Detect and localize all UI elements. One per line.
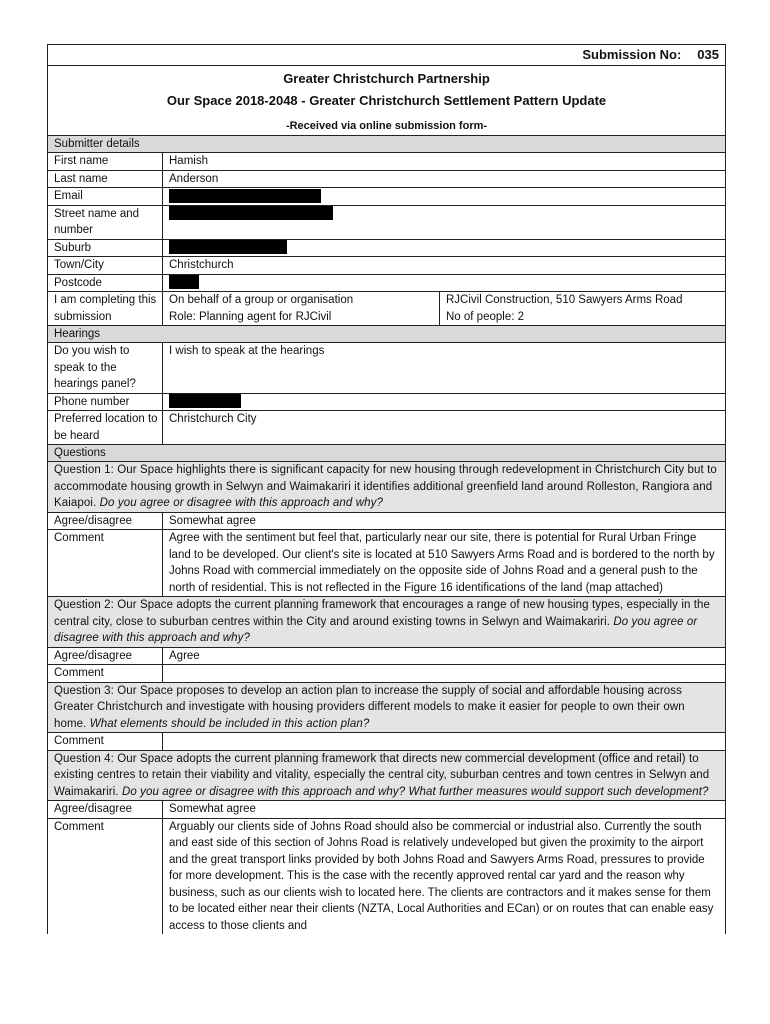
q4-agree-row [48,801,725,819]
last-name-label: Last name [48,171,163,188]
speak-value: I wish to speak at the hearings [169,345,325,357]
redaction-box [169,275,199,289]
completing-line-2: Role: Planning agent for RJCivil [169,310,332,323]
redaction-box [169,189,321,203]
first-name-value: Hamish [169,155,208,167]
location-value: Christchurch City [169,413,257,425]
q2-agree-value: Agree [169,649,200,662]
submission-number-label: Submission No: [582,47,682,62]
town-row [48,257,725,275]
speak-label: Do you wish to speak to the hearings panel? [48,343,163,393]
question-2 [48,597,725,648]
speak-row [48,343,725,394]
question-4-ask: Do you agree or disagree with this approach and why? What further measures would support such development? [121,785,709,798]
email-value [163,188,725,205]
phone-label: Phone number [48,394,163,411]
submission-number-bar [48,45,725,66]
last-name-value: Anderson [169,172,219,185]
email-label: Email [48,188,163,205]
q4-comment-row [48,819,725,935]
town-label: Town/City [48,257,163,274]
location-row [48,411,725,445]
suburb-value [163,240,725,257]
email-row [48,188,725,206]
phone-value [163,394,725,411]
completing-on-behalf [163,292,440,325]
q3-comment-row [48,733,725,751]
question-4-text: Question 4: Our Space adopts the current planning framework that directs new commercial development (office and retail) to existing centres to retain their viability and vitality, especially the central city, suburban centres and town centres in Selwyn and Waimakariri. [54,752,710,798]
question-2-text: Question 2: Our Space adopts the current planning framework that encourages a range of new housing types, especially in the central city, close to suburban centres within the City and around existing towns in Selwyn and Waimakariri. [54,599,711,628]
first-name-label: First name [48,153,163,170]
organisation-title: Greater Christchurch Partnership [283,71,490,86]
hearings-heading: Hearings [48,326,725,343]
submitter-details-heading: Submitter details [48,136,725,153]
q1-agree-value: Somewhat agree [169,514,256,527]
organisation-line-2: No of people: 2 [446,310,525,323]
postcode-label: Postcode [48,275,163,292]
postcode-row [48,275,725,293]
questions-heading: Questions [48,445,725,462]
location-label: Preferred location to be heard [48,411,163,444]
phone-row [48,394,725,412]
comment-label: Comment [48,665,163,682]
q4-comment-value: Arguably our clients side of Johns Road should also be commercial or industrial also. Currently the south and east side of this section of Johns Road is relatively undeveloped but given the proximity to the airport and the great transport links provided by both Johns Road and Sawyers Arms Road, pressures to provide for more development. This is the case with the recently approved rental car yard and the reason why business, such as our clients wish to located here. The clients are contractors and it makes sense for them to be located either near their clients (NZTA, Local Authorities and ECan) or on routes that can enable easy access to those clients and [169,820,714,932]
question-3-text: Question 3: Our Space proposes to develop an action plan to increase the supply of social and affordable housing across Greater Christchurch and investigate with housing providers different models to make it easier for people to own their own home. [54,684,685,730]
street-value [163,206,725,239]
question-1-ask: Do you agree or disagree with this approach and why? [99,497,383,509]
agree-label: Agree/disagree [48,801,163,818]
last-name-row [48,171,725,189]
q2-agree-row [48,648,725,666]
question-2-ask: Do you agree or disagree with this approach and why? [54,615,698,644]
redaction-box [169,394,241,408]
comment-label: Comment [48,530,163,596]
comment-label: Comment [48,819,163,935]
q2-comment-row [48,665,725,683]
agree-label: Agree/disagree [48,648,163,665]
suburb-row [48,240,725,258]
q2-comment-value [163,665,725,682]
question-1 [48,462,725,513]
question-3 [48,683,725,734]
postcode-value [163,275,725,292]
completing-values [163,292,725,325]
redaction-box [169,240,287,254]
submission-number: 035 [697,47,719,62]
received-note: -Received via online submission form- [48,110,725,136]
q4-agree-value: Somewhat agree [169,803,256,815]
first-name-row [48,153,725,171]
question-4 [48,751,725,802]
organisation-line-1: RJCivil Construction, 510 Sawyers Arms Road [446,294,683,306]
redaction-box [169,206,333,220]
suburb-label: Suburb [48,240,163,257]
q1-comment-row [48,530,725,597]
document-title: Our Space 2018-2048 - Greater Christchurch Settlement Pattern Update [166,93,607,108]
street-row [48,206,725,240]
completing-label: I am completing this submission [48,292,163,325]
street-label: Street name and number [48,206,163,239]
completing-line-1: On behalf of a group or organisation [169,294,354,306]
question-3-ask: What elements should be included in this action plan? [89,717,370,730]
question-1-text: Question 1: Our Space highlights there is significant capacity for new housing through redevelopment in Christchurch City but to accommodate housing growth in Selwyn and Waimakariri it identifies additional greenfield land around Rolleston, Rangiora and Kaiapoi. [54,464,717,509]
submission-form [47,44,726,934]
agree-label: Agree/disagree [48,513,163,530]
q1-comment-value: Agree with the sentiment but feel that, particularly near our site, there is potential for Rural Urban Fringe land to be developed. Our client's site is located at 510 Sawyers Arms Road and is bordered to the north by Johns Road with commercial immediately on the opposite side of Johns Road and a general push to the north of residential. This is not reflected in the Figure 16 identifications of the land (map attached) [169,532,715,594]
q1-agree-row [48,513,725,531]
organisation-details [440,292,725,325]
completing-row [48,292,725,326]
comment-label: Comment [48,733,163,750]
q3-comment-value [163,733,725,750]
town-value: Christchurch [169,259,234,271]
